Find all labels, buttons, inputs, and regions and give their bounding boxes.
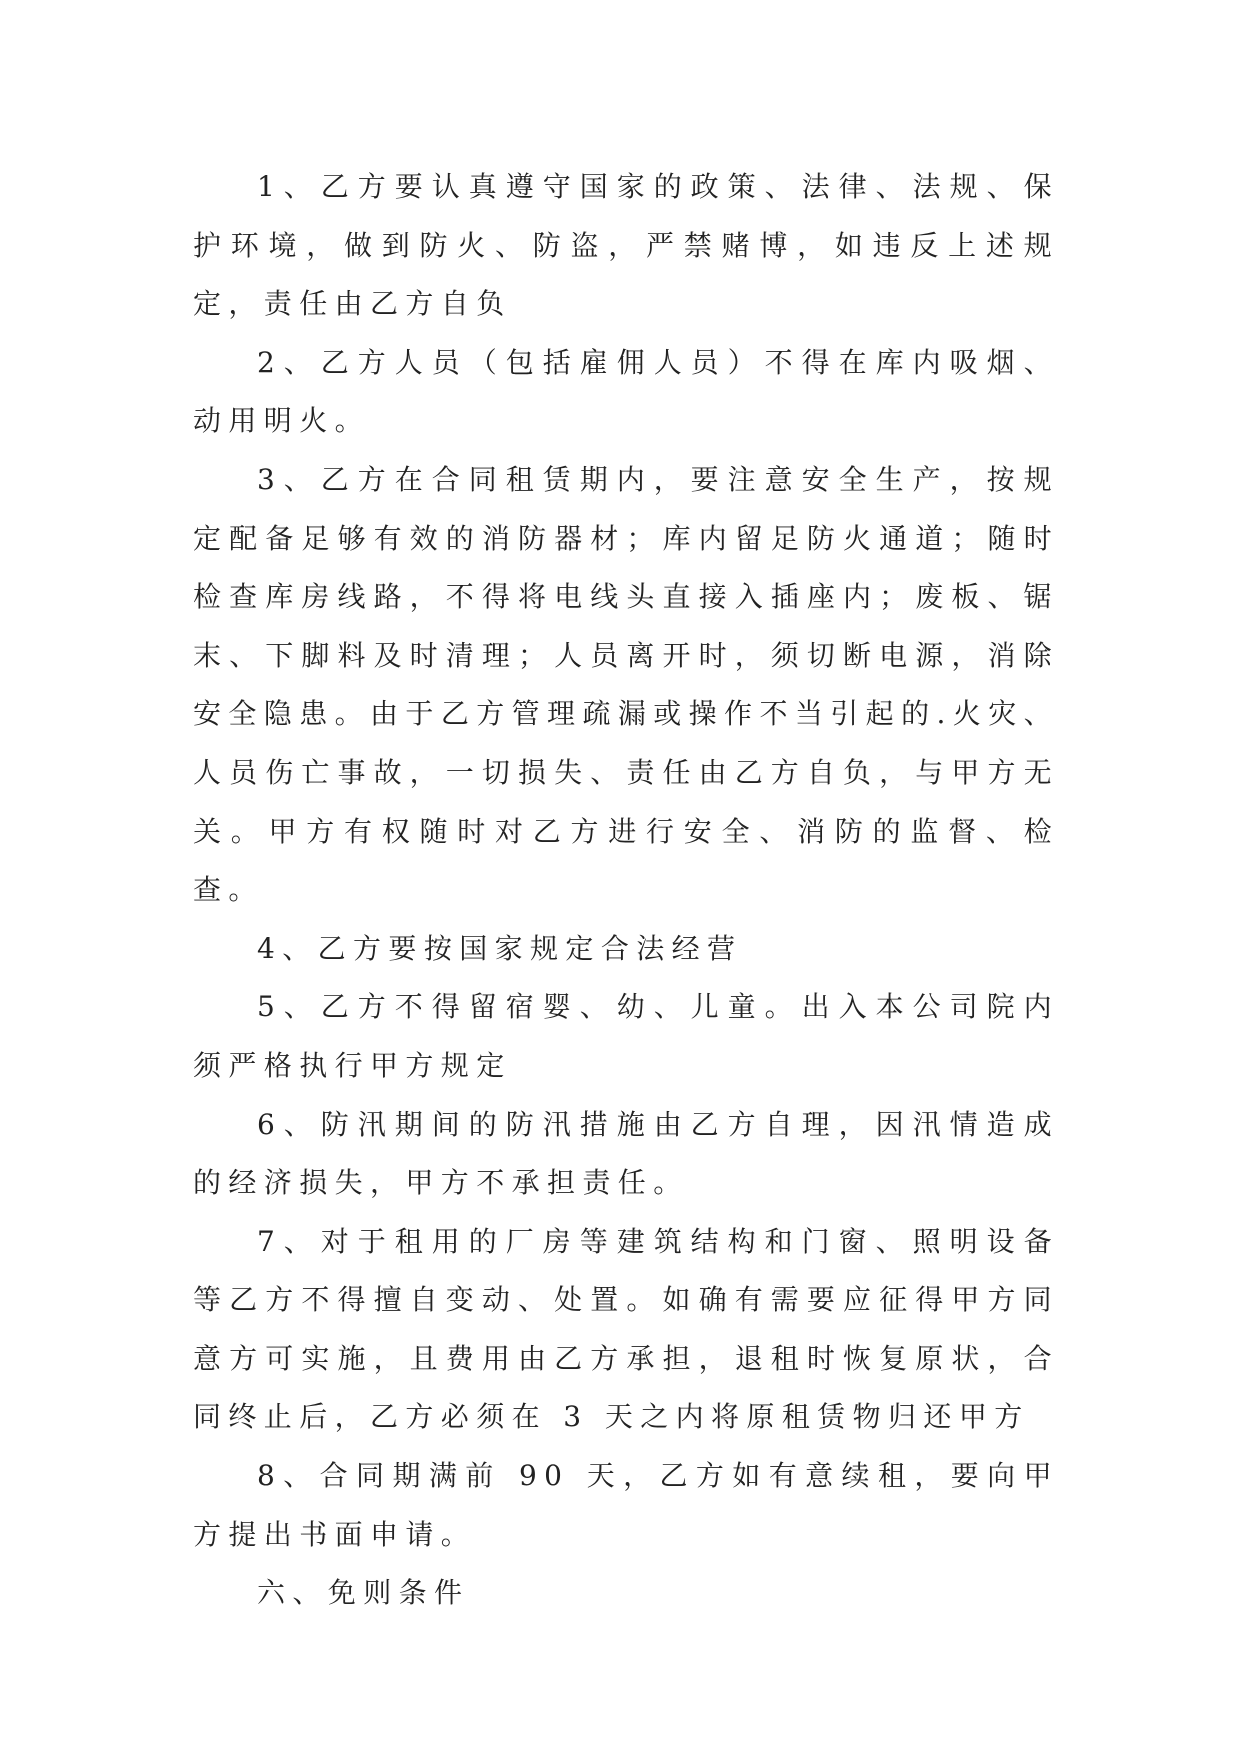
- section-heading: 六、免则条件: [257, 1576, 470, 1610]
- clause-8: 8、合同期满前 90 天，乙方如有意续租，要向甲方提出书面申请。: [193, 1459, 1059, 1551]
- clause-2: 2、乙方人员（包括雇佣人员）不得在库内吸烟、动用明火。: [193, 345, 1059, 438]
- clause-4: 4、乙方要按国家规定合法经营: [257, 931, 743, 965]
- clause-6: 6、防汛期间的防汛措施由乙方自理，因汛情造成的经济损失，甲方不承担责任。: [193, 1107, 1059, 1200]
- clause-5: 5、乙方不得留宿婴、幼、儿童。出入本公司院内须严格执行甲方规定: [193, 990, 1059, 1082]
- clause-1: 1、乙方要认真遵守国家的政策、法律、法规、保护环境，做到防火、防盗，严禁赌博，如违反上述规定，责任由乙方自负: [193, 170, 1059, 321]
- clause-3: 3、乙方在合同租赁期内，要注意安全生产，按规定配备足够有效的消防器材；库内留足防火通道；随时检查库房线路，不得将电线头直接入插座内；废板、锯末、下脚料及时清理；人员离开时，须切断电源，消除安全隐患。由于乙方管理疏漏或操作不当引起的.火灾、人员伤亡事故，一切损失、责任由乙方自负，与甲方无关。甲方有权随时对乙方进行安全、消防的监督、检查。: [193, 462, 1059, 907]
- document-body: [193, 158, 1059, 1623]
- clause-7: 7、对于租用的厂房等建筑结构和门窗、照明设备等乙方不得擅自变动、处置。如确有需要应征得甲方同意方可实施，且费用由乙方承担，退租时恢复原状，合同终止后，乙方必须在 3 天之内将原租赁物归还甲方: [193, 1224, 1059, 1434]
